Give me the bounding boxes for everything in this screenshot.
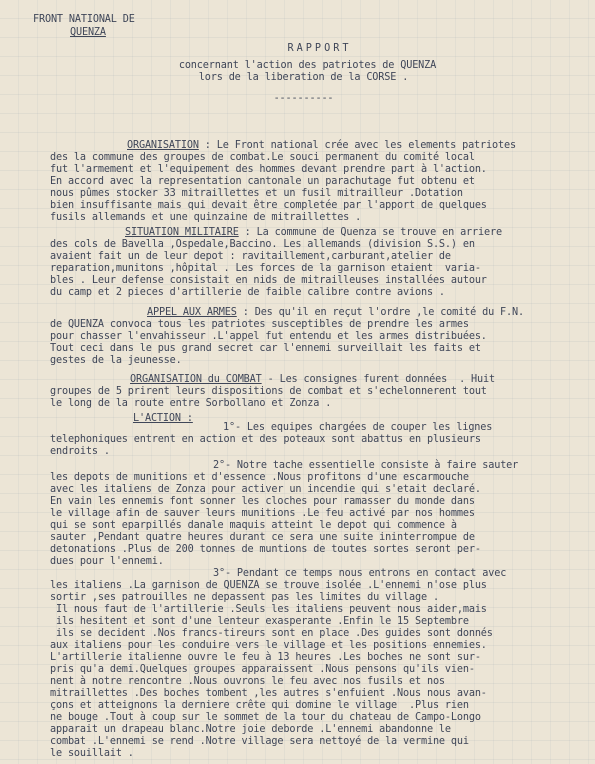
combat-line-2: le long de la route entre Sorbollano et Zonza . bbox=[50, 398, 332, 409]
section-situation-heading: SITUATION MILITAIRE bbox=[125, 227, 239, 238]
action-para2-line-8: dues pour l'ennemi. bbox=[50, 556, 164, 567]
combat-line-1: groupes de 5 prirent leurs dispositions de combat et s'echelonnerent tout bbox=[50, 386, 487, 397]
action-para3-line-7: L'artillerie italienne ouvre le feu à 13 heures .Les boches ne sont sur- bbox=[50, 652, 481, 663]
appel-line-2: pour chasser l'envahisseur .L'appel fut entendu et les armes distribuées. bbox=[50, 331, 487, 342]
action-para3-line-0: 3°- Pendant ce temps nous entrons en contact avec bbox=[213, 568, 507, 579]
action-para3-line-13: apparait un drapeau blanc.Notre joie deborde .L'ennemi abandonne le bbox=[50, 724, 451, 735]
situation-line-1: des cols de Bavella ,Ospedale,Baccino. Les allemands (division S.S.) en bbox=[50, 239, 475, 250]
report-subtitle-line2: lors de la liberation de la CORSE . bbox=[198, 72, 409, 83]
action-para3-line-11: çons et atteignons la derniere crête qui domine le village .Plus rien bbox=[50, 700, 469, 711]
appel-line-4: gestes de la jeunesse. bbox=[50, 355, 182, 366]
appel-line-0: : Des qu'il en reçut l'ordre ,le comité du F.N. bbox=[236, 307, 524, 318]
org-name-line2: QUENZA bbox=[70, 27, 106, 38]
action-para3-line-3: Il nous faut de l'artillerie .Seuls les italiens peuvent nous aider,mais bbox=[50, 604, 487, 615]
situation-line-5: du camp et 2 pieces d'artillerie de faible calibre contre avions . bbox=[50, 287, 445, 298]
org-name-line1: FRONT NATIONAL DE bbox=[33, 14, 135, 25]
action-para2-line-1: les depots de munitions et d'essence .Nous profitons d'une escarmouche bbox=[50, 472, 469, 483]
action-para3-line-1: les italiens .La garnison de QUENZA se trouve isolée .L'ennemi n'ose plus bbox=[50, 580, 487, 591]
section-combat-heading-line bbox=[130, 374, 495, 386]
section-organisation-heading-line bbox=[127, 140, 516, 152]
action-para3-line-10: mitraillettes .Des boches tombent ,les autres s'enfuient .Nous nous avan- bbox=[50, 688, 487, 699]
action-para3-line-5: ils se decident .Nos francs-tireurs sont en place .Des guides sont donnés bbox=[50, 628, 493, 639]
action-para2-line-0: 2°- Notre tache essentielle consiste à faire sauter bbox=[213, 460, 519, 471]
action-para2-line-2: avec les italiens de Zonza pour activer un incendie qui s'etait declaré. bbox=[50, 484, 481, 495]
action-para2-line-4: le village afin de sauver leurs munitions .Le feu activé par nos hommes bbox=[50, 508, 475, 519]
appel-line-1: de QUENZA convoca tous les patriotes susceptibles de prendre les armes bbox=[50, 319, 469, 330]
section-action-heading: L'ACTION : bbox=[133, 413, 193, 424]
section-organisation-heading: ORGANISATION bbox=[127, 140, 199, 151]
action-para2-line-7: detonations .Plus de 200 tonnes de muntions de toutes sortes seront per- bbox=[50, 544, 481, 555]
section-appel-heading-line bbox=[147, 307, 524, 319]
organisation-line-1: des la commune des groupes de combat.Le souci permanent du comité local bbox=[50, 152, 475, 163]
action-para2-line-5: qui se sont eparpillés danale maquis atteint le depot qui commence à bbox=[50, 520, 457, 531]
action-para3-line-12: ne bouge .Tout à coup sur le sommet de la tour du chateau de Campo-Longo bbox=[50, 712, 481, 723]
situation-line-2: avaient fait un de leur depot : ravitaillement,carburant,atelier de bbox=[50, 251, 451, 262]
situation-line-4: bles . Leur defense consistait en nids de mitrailleuses installées autour bbox=[50, 275, 487, 286]
section-appel-heading: APPEL AUX ARMES bbox=[147, 307, 237, 318]
combat-line-0: - Les consignes furent données . Huit bbox=[261, 374, 495, 385]
organisation-line-6: fusils allemands et une quinzaine de mitraillettes . bbox=[50, 212, 362, 223]
report-title: RAPPORT bbox=[287, 43, 352, 54]
title-divider: ---------- bbox=[273, 93, 334, 104]
section-combat-heading: ORGANISATION du COMBAT bbox=[130, 374, 262, 385]
section-situation-heading-line bbox=[125, 227, 502, 239]
action-para3-line-6: aux italiens pour les conduire vers le village et les positions ennemies. bbox=[50, 640, 487, 651]
action-para1-line-0: 1°- Les equipes chargées de couper les lignes bbox=[223, 422, 493, 433]
action-para1-line-1: telephoniques entrent en action et des poteaux sont abattus en plusieurs bbox=[50, 434, 481, 445]
report-subtitle-line1: concernant l'action des patriotes de QUENZA bbox=[178, 60, 437, 71]
action-para3-line-4: ils hesitent et sont d'une lenteur exasperante .Enfin le 15 Septembre bbox=[50, 616, 469, 627]
organisation-line-3: En accord avec la representation cantonale un parachutage fut obtenu et bbox=[50, 176, 475, 187]
action-para3-line-15: le souillait . bbox=[50, 748, 134, 759]
situation-line-3: reparation,munitons ,hôpital . Les forces de la garnison etaient varia- bbox=[50, 263, 481, 274]
organisation-line-5: bien insuffisante mais qui devait être completée par l'apport de quelques bbox=[50, 200, 487, 211]
action-para3-line-14: combat .L'ennemi se rend .Notre village sera nettoyé de la vermine qui bbox=[50, 736, 469, 747]
action-para2-line-3: En vain les ennemis font sonner les cloches pour ramasser du monde dans bbox=[50, 496, 475, 507]
action-para2-line-6: sauter ,Pendant quatre heures durant ce sera une suite ininterrompue de bbox=[50, 532, 475, 543]
action-para3-line-2: sortir ,ses patrouilles ne depassent pas les limites du village . bbox=[50, 592, 439, 603]
organisation-line-4: nous pûmes stocker 33 mitraillettes et un fusil mitrailleur .Dotation bbox=[50, 188, 463, 199]
appel-line-3: Tout ceci dans le pus grand secret car l'ennemi surveillait les faits et bbox=[50, 343, 481, 354]
action-para3-line-8: pris qu'a demi.Quelques groupes apparaissent .Nous pensons qu'ils vien- bbox=[50, 664, 475, 675]
organisation-line-2: fut l'armement et l'equipement des hommes devant prendre part à l'action. bbox=[50, 164, 487, 175]
action-para1-line-2: endroits . bbox=[50, 446, 110, 457]
organisation-line-0: : Le Front national crée avec les elements patriotes bbox=[198, 140, 516, 151]
action-para3-line-9: nent à notre rencontre .Nous ouvrons le feu avec nos fusils et nos bbox=[50, 676, 445, 687]
situation-line-0: : La commune de Quenza se trouve en arriere bbox=[238, 227, 502, 238]
